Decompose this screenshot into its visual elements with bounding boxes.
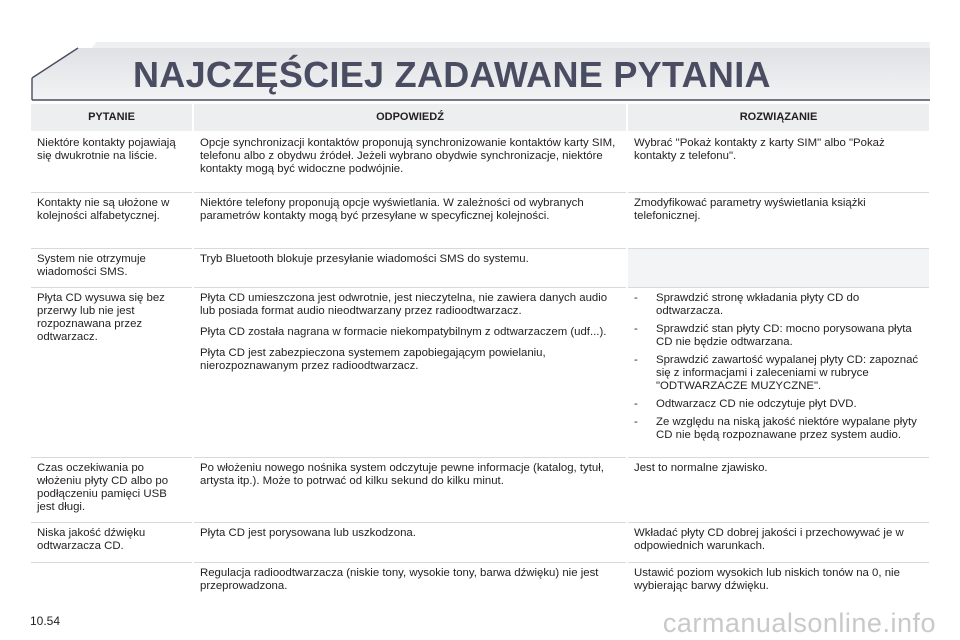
solution-cell xyxy=(627,287,929,457)
answer-text: Opcje synchronizacji kontaktów proponują synchronizowanie kontaktów karty SIM, telefonu albo z obydwu źródeł. Jeżeli wybrano obydwie synchronizacje, niektóre kontakty mogą być widoczne podwójnie. xyxy=(200,137,616,175)
watermark: carmanualsonline.info xyxy=(662,608,936,638)
answer-cell xyxy=(193,248,627,287)
list-item: - Odtwarzacz CD nie odczytuje płyt DVD. xyxy=(634,398,923,411)
solution-cell: Wybrać "Pokaż kontakty z karty SIM" albo "Pokaż kontakty z telefonu". xyxy=(627,132,929,192)
answer-text: Płyta CD jest zabezpieczona systemem zapobiegającym powielaniu, nierozpoznawanym przez radioodtwarzacz. xyxy=(200,346,546,372)
table-row xyxy=(31,457,929,522)
answer-cell xyxy=(193,522,627,562)
table-row xyxy=(31,248,929,287)
answer-text: Tryb Bluetooth blokuje przesyłanie wiadomości SMS do systemu. xyxy=(200,252,529,265)
answer-text: Regulacja radioodtwarzacza (niskie tony, wysokie tony, barwa dźwięku) nie jest przeprowadzona. xyxy=(200,566,599,592)
solution-cell xyxy=(627,248,929,287)
column-header-question: PYTANIE xyxy=(31,104,193,132)
answer-cell xyxy=(193,287,627,457)
answer-text: Płyta CD umieszczona jest odwrotnie, jest nieczytelna, nie zawiera danych audio lub posiada format audio nieodtwarzany przez radioodtwarzacz. xyxy=(200,291,608,317)
question-cell: Niska jakość dźwięku odtwarzacza CD. xyxy=(31,522,193,562)
solution-cell: Wkładać płyty CD dobrej jakości i przechowywać je w odpowiednich warunkach. xyxy=(627,522,929,562)
answer-text: Po włożeniu nowego nośnika system odczytuje pewne informacje (katalog, tytuł, artysta itp.). Może to potrwać od kilku sekund do kilku minut. xyxy=(200,461,604,487)
answer-cell xyxy=(193,132,627,192)
question-cell: Czas oczekiwania po włożeniu płyty CD albo po podłączeniu pamięci USB jest długi. xyxy=(31,457,193,522)
faq-table xyxy=(31,104,929,602)
answer-cell xyxy=(193,192,627,248)
table-row xyxy=(31,522,929,562)
answer-text: Niektóre telefony proponują opcje wyświetlania. W zależności od wybranych parametrów kontakty mogą być przesyłane w specyficznej kolejności. xyxy=(200,196,584,222)
solution-cell: Ustawić poziom wysokich lub niskich tonów na 0, nie wybierając barwy dźwięku. xyxy=(627,562,929,602)
header-banner xyxy=(0,0,960,108)
question-cell: Niektóre kontakty pojawiają się dwukrotnie na liście. xyxy=(31,132,193,192)
table-row xyxy=(31,192,929,248)
table-row xyxy=(31,132,929,192)
column-header-solution: ROZWIĄZANIE xyxy=(627,104,929,132)
table-header-row xyxy=(31,104,929,132)
list-item: - Sprawdzić stan płyty CD: mocno porysowana płyta CD nie będzie odtwarzana. xyxy=(634,323,923,349)
answer-text: Płyta CD jest porysowana lub uszkodzona. xyxy=(200,526,416,539)
question-cell xyxy=(31,562,193,602)
question-cell: Kontakty nie są ułożone w kolejności alfabetycznej. xyxy=(31,192,193,248)
column-header-answer: ODPOWIEDŹ xyxy=(193,104,627,132)
table-row xyxy=(31,287,929,457)
answer-cell xyxy=(193,457,627,522)
list-item: - Sprawdzić stronę wkładania płyty CD do odtwarzacza. xyxy=(634,292,923,318)
question-cell: Płyta CD wysuwa się bez przerwy lub nie jest rozpoznawana przez odtwarzacz. xyxy=(31,287,193,457)
answer-text: Płyta CD została nagrana w formacie niekompatybilnym z odtwarzaczem (udf...). xyxy=(200,325,607,338)
list-item: - Ze względu na niską jakość niektóre wypalane płyty CD nie będą rozpoznawane przez system audio. xyxy=(634,416,923,442)
answer-cell xyxy=(193,562,627,602)
solution-list xyxy=(634,292,923,442)
solution-cell: Jest to normalne zjawisko. xyxy=(627,457,929,522)
page-title: NAJCZĘŚCIEJ ZADAWANE PYTANIA xyxy=(133,54,771,95)
list-item: - Sprawdzić zawartość wypalanej płyty CD: zapoznać się z informacjami i zaleceniami w rubryce "ODTWARZACZE MUZYCZNE". xyxy=(634,354,923,393)
question-cell: System nie otrzymuje wiadomości SMS. xyxy=(31,248,193,287)
table-row xyxy=(31,562,929,602)
page-number: 10.54 xyxy=(30,614,61,628)
solution-cell: Zmodyfikować parametry wyświetlania książki telefonicznej. xyxy=(627,192,929,248)
